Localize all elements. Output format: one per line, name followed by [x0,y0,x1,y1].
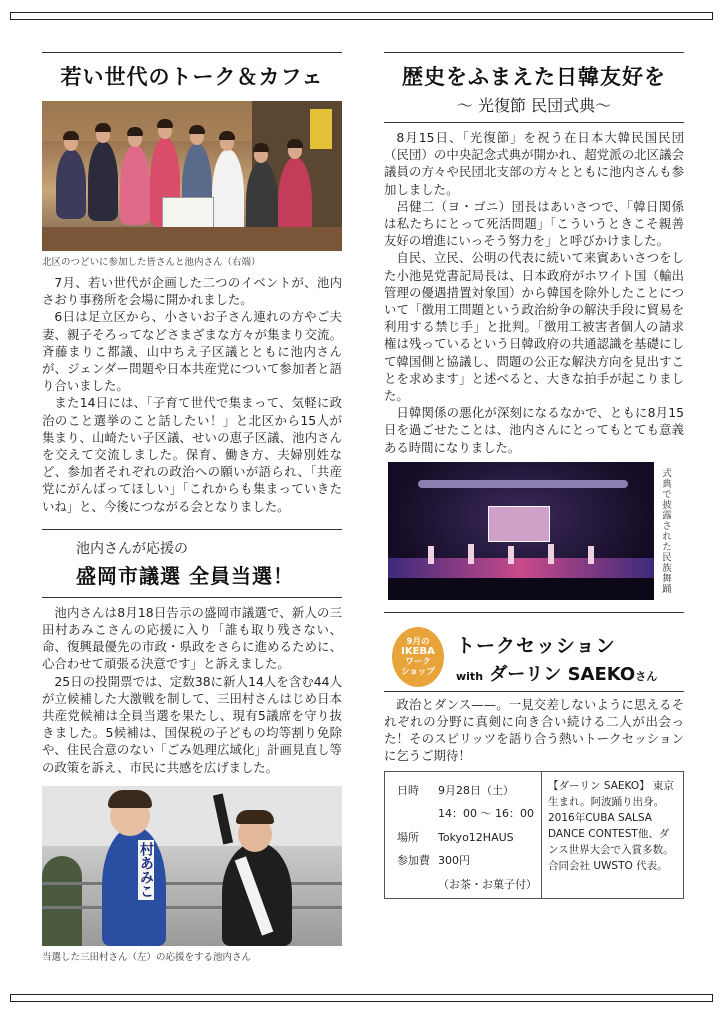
history-paragraph: 自民、立民、公明の代表に続いて来賓あいさつをした小池晃党書記局長は、日本政府がホワイト国（輸出管理の優遇措置対象国）から韓国を除外したことについて「徴用工問題という政治紛争の解決手段に貿易を利用する禁じ手」と批判。「徴用工被害者個人の請求権は残っているという日韓政府の共通認識を基礎にして韓国側と協議し、問題の公正な解決方向を見出すことを求めます」と述べると、大きな拍手が起こりました。 [384,250,684,404]
dance-photo-caption: 式典で披露された民族舞踊 [660,467,671,594]
top-frame-bar [10,12,713,20]
detail-value: 9月28日（土） [438,783,514,797]
history-article-body [384,129,684,456]
detail-row [393,827,541,851]
section-rule [384,691,684,692]
event-details [393,780,541,898]
dance-photo-block [384,462,684,600]
cafe-paragraph: また14日には、「子育て世代で集まって、気軽に政治のこと選挙のこと話したい！」と北区から15人が集まり、山崎たい子区議、せいの恵子区議、池内さんを交えて交流しました。保育、働き方、夫婦別姓など、参加者それぞれの政治への願いが語られ、「共産党にがんばってほしい」「これからも集まっていきたいね」と、今後につながる会となりました。 [42,395,342,514]
history-title: 歴史をふまえた日韓友好を [402,65,666,89]
morioka-paragraph: 池内さんは8月18日告示の盛岡市議選で、新人の三田村あみこさんの応援に入り「誰も取り残さない、命、復興最優先の市政・県政をさらに進めるために、心合わせて頑張る決意です」と訴えました。 [42,604,342,672]
cafe-paragraph: 7月、若い世代が企画した二つのイベントが、池内さおり事務所を会場に開かれました。 [42,275,342,308]
detail-label: 日時 [397,783,419,797]
talk-intro [384,696,684,765]
talk-info-box [384,771,684,899]
talk-guest-line [456,660,657,686]
right-column [384,52,684,899]
with-text: with [456,669,484,683]
ikeba-workshop-badge [392,627,444,687]
cafe-title: 若い世代のトーク＆カフェ [60,65,324,89]
talk-intro-text: 政治とダンス——。一見交差しないように思えるそれぞれの分野に真剣に向き合い続ける二人が出会った！そのスピリッツを語り合う熱いトークセッションに乞うご期待！ [384,696,684,764]
guest-name: ダーリン SAEKO [489,663,636,685]
morioka-article-body [42,604,342,776]
section-rule [42,597,342,598]
section-rule [42,529,342,530]
detail-label: 参加費 [397,854,430,868]
cafe-paragraph: 6日は足立区から、小さいお子さん連れの方やご夫妻、親子そろってなどさまざまな方々が集まり交流。斉藤まりこ都議、山中ちえ子区議とともに池内さんが、ジェンダー問題や日本共産党について参加者と語り合いました。 [42,309,342,394]
bottom-frame-bar [10,994,713,1002]
badge-line: ワーク [405,656,431,667]
detail-label [393,874,434,898]
detail-value: 300円 [438,854,470,868]
history-paragraph: 8月15日、「光復節」を祝う在日本大韓民国民団（民団）の中央記念式典が開かれ、超党派の北区議会議員の方々や民団北支部の方々とともに池内さんも参加しました。 [384,130,684,197]
history-paragraph: 日韓関係の悪化が深刻になるなかで、ともに8月15日を過ごせたことは、池内さんにとってもとても意義ある時間になりました。 [384,405,684,455]
section-rule [384,122,684,123]
morioka-kicker: 池内さんが応援の [76,540,188,557]
guest-honorific: さん [635,669,658,683]
top-rule [384,52,684,53]
detail-row [393,780,541,804]
campaign-sash: 村あみこ [138,841,154,898]
dance-stage-photo [388,462,654,600]
detail-label [393,803,434,827]
talk-title: トークセッション [456,634,616,657]
badge-line: ショップ [401,666,435,677]
cafe-article-body [42,274,342,515]
morioka-paragraph: 25日の投開票では、定数38に新人14人を含む44人が立候補した大激戦を制して、三田村さんはじめ日本共産党候補は全員当選を果たし、現有5議席を守り抜きました。5候補は、国保税の子どもの均等割り免除や、住民合意のない「ごみ処理広域化」計画見直し等の政策を訴え、市民に共感を広げました。 [42,673,342,775]
detail-label: 場所 [397,830,419,844]
left-column [42,52,342,963]
morioka-photo-caption: 当選した三田村さん（左）の応援をする池内さん [42,951,252,963]
detail-row [393,874,541,898]
talk-header [384,627,684,689]
detail-value: Tokyo12HAUS [438,830,514,844]
detail-value: （お茶・お菓子付） [438,878,537,892]
morioka-campaign-photo [42,786,342,946]
detail-row [393,803,541,827]
cafe-group-photo [42,101,342,251]
section-rule [384,612,684,613]
top-rule [42,52,342,53]
badge-line: IKEBA [401,645,435,657]
morioka-title: 盛岡市議選 全員当選！ [76,563,294,588]
detail-row [393,850,541,874]
cafe-photo-caption: 北区のつどいに参加した皆さんと池内さん（右端） [42,257,261,268]
history-subtitle: ～ 光復節 民団式典～ [456,96,612,115]
history-paragraph: 呂健二（ヨ・ゴニ）団長はあいさつで、「韓日関係は私たちにとって死活問題」「こういうときこそ親善友好の増進にいっそう努力を」と呼びかけました。 [384,198,684,249]
detail-value: 14：00 ～ 16：00 [438,807,534,821]
badge-line: 9月の [406,636,430,647]
guest-profile: 【ダーリン SAEKO】 東京生まれ。阿波踊り出身。2016年CUBA SALSA DANCE CONTEST他、ダンス世界大会で入賞多数。合同会社 UWSTO 代表。 [541,772,682,898]
